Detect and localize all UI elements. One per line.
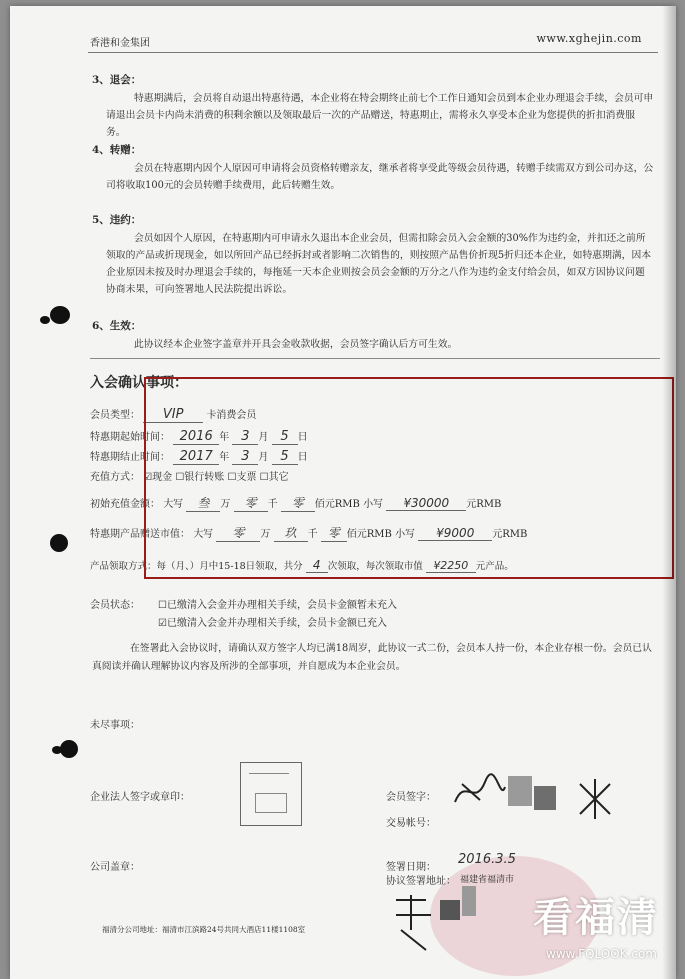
closing-paragraph: 在签署此入会协议时，请确认双方签字人均已满18周岁，此协议一式二份，会员本人持一份，本企业存根一份。会员已认真阅读并确认理解协议内容及所涉的全部事项，并自愿成为本企业会员。 <box>92 643 652 672</box>
section-text-withdraw: 特惠期满后，会员将自动退出特惠待遇，本企业将在特会期终止前七个工作日通知会员到本企业办理退会手续，会员可申请退出会员卡内尚未消费的积剩余额以及领取最后一次的产品赠送，特惠期止，需将永久享受本企业为您提供的折扣消费服务。 <box>106 93 654 138</box>
section-divider <box>90 358 660 359</box>
year-char: 年 <box>219 432 230 443</box>
start-year-value: 2016 <box>173 429 219 445</box>
start-month-value: 3 <box>232 429 258 445</box>
pickup-mid: ）月中15-18日领取，共分 <box>189 561 303 572</box>
section-title-withdraw: 3、退会： <box>92 74 142 86</box>
qian-char: 千 <box>307 529 318 540</box>
member-status-option-1: ☐已缴清入会金并办理相关手续，会员卡金额暂未充入 <box>158 600 397 611</box>
member-status-option-2: ☑已缴清入会金并办理相关手续，会员卡金额已充入 <box>158 618 387 629</box>
sign-date-value: 2016.3.5 <box>458 852 516 867</box>
handwritten-signature <box>386 890 446 970</box>
remarks-label: 未尽事项： <box>90 720 140 731</box>
ink-blot <box>52 746 62 754</box>
page-header <box>88 30 658 53</box>
redaction-mosaic <box>440 900 460 920</box>
footer-address: 福清分公司地址：福清市江滨路24号共同大酒店11楼1108室 <box>102 925 306 934</box>
daxie-label: 大写 <box>193 529 214 540</box>
start-day-value: 5 <box>272 429 298 445</box>
legal-sign-label: 企业法人签字或章印： <box>90 792 190 803</box>
member-signature-mark <box>450 772 510 812</box>
member-type-value: VIP <box>143 407 203 423</box>
sign-place-value: 福建省福清市 <box>460 875 515 885</box>
member-no-label: 交易帐号： <box>386 818 436 829</box>
daxie-label: 大写 <box>163 499 184 510</box>
member-sign-label: 会员签字： <box>386 792 436 803</box>
watermark-url: www.FQLOOK.com <box>546 947 657 961</box>
ink-blot <box>40 316 50 324</box>
payment-method-label: 充值方式： <box>90 472 140 483</box>
legal-stamp <box>240 762 302 826</box>
pickup-end: 元产品。 <box>475 561 514 572</box>
section-text-effect: 此协议经本企业签字盖章并开具会金收款收据，会员签字确认后方可生效。 <box>134 339 458 350</box>
redaction-mosaic <box>534 786 556 810</box>
ink-blot <box>60 740 78 758</box>
end-year-value: 2017 <box>173 449 219 465</box>
day-char: 日 <box>297 432 308 443</box>
pickup-value: ¥2250 <box>426 559 476 573</box>
yuan-rmb-char: 元RMB <box>466 499 502 510</box>
xiaoxie-label: 小写 <box>363 499 384 510</box>
bai-rmb-char: 佰元RMB <box>346 529 392 540</box>
gift-amount-value: ¥9000 <box>418 526 492 541</box>
section-text-breach: 会员如因个人原因，在特惠期内可申请永久退出本企业会员，但需扣除会员入会金额的30%作为违约金，并扣还之前所领取的产品或折现现金，如以所回产品已经拆封或者影响二次销售的，则按照产品售价折现5折归还本企业，如特惠期满，因本企业原因未按及时办理退会手续的，每拖延一天本企业则按会员会金额的万分之八作为违约金支付给会员，如双方因协议问题协商未果，可向签署地人民法院提出诉讼。 <box>106 233 652 295</box>
gift-bai-value: 零 <box>321 524 347 542</box>
gift-value-label: 特惠期产品赠送市值： <box>90 529 190 540</box>
section-title-breach: 5、违约： <box>92 214 142 226</box>
bai-rmb-char: 佰元RMB <box>314 499 360 510</box>
wan-char: 万 <box>260 529 271 540</box>
initial-bai-value: 零 <box>281 494 315 512</box>
initial-wan-value: 叁 <box>186 494 220 512</box>
member-type-suffix: 卡消费会员 <box>206 410 257 421</box>
pickup-label: 产品领取方式：每（月、 <box>90 561 190 572</box>
sign-place-label: 协议签署地址： <box>386 876 456 887</box>
qian-char: 千 <box>267 499 278 510</box>
header-website: www.xghejin.com <box>536 32 642 45</box>
start-date-label: 特惠期起始时间： <box>90 432 170 443</box>
member-signature-mark <box>570 774 620 824</box>
payment-method-options: ☑现金 ☐银行转账 ☐支票 ☐其它 <box>143 472 289 483</box>
section-title-transfer: 4、转赠： <box>92 144 142 156</box>
gift-qian-value: 玖 <box>274 524 308 542</box>
end-month-value: 3 <box>232 449 258 465</box>
highlight-box <box>144 377 674 579</box>
section-text-transfer: 会员在特惠期内因个人原因可申请将会员资格转赠亲友，继承者将享受此等级会员待遇，转赠手续需双方到公司办这，公司将收取100元的会员转赠手续费用，此后转赠生效。 <box>106 163 654 191</box>
redaction-mosaic <box>508 776 532 806</box>
day-char: 日 <box>297 452 308 463</box>
pickup-times-value: 4 <box>306 558 328 573</box>
yuan-rmb-char: 元RMB <box>492 529 528 540</box>
gift-wan-value: 零 <box>216 524 260 542</box>
end-day-value: 5 <box>272 449 298 465</box>
sign-date-label: 签署日期： <box>386 862 436 873</box>
document-page <box>10 6 676 979</box>
year-char: 年 <box>219 452 230 463</box>
month-char: 月 <box>258 432 269 443</box>
end-date-label: 特惠期结止时间： <box>90 452 170 463</box>
initial-amount-value: ¥30000 <box>386 496 466 511</box>
month-char: 月 <box>258 452 269 463</box>
company-seal-label: 公司盖章： <box>90 862 140 873</box>
watermark-brand: 看福清 <box>533 895 659 941</box>
ink-blot <box>50 306 70 324</box>
member-status-label: 会员状态： <box>90 600 140 611</box>
header-company-name: 香港和金集团 <box>90 38 150 49</box>
initial-amount-label: 初始充值金额： <box>90 499 160 510</box>
ink-blot <box>50 534 68 552</box>
xiaoxie-label: 小写 <box>395 529 416 540</box>
member-type-label: 会员类型： <box>90 410 140 421</box>
confirm-section-title: 入会确认事项： <box>90 375 188 391</box>
section-title-effect: 6、生效： <box>92 320 142 332</box>
initial-qian-value: 零 <box>234 494 268 512</box>
pickup-mid2: 次领取，每次领取市值 <box>327 561 423 572</box>
wan-char: 万 <box>220 499 231 510</box>
page-edge-shadow <box>662 6 676 979</box>
redaction-mosaic <box>462 886 476 916</box>
